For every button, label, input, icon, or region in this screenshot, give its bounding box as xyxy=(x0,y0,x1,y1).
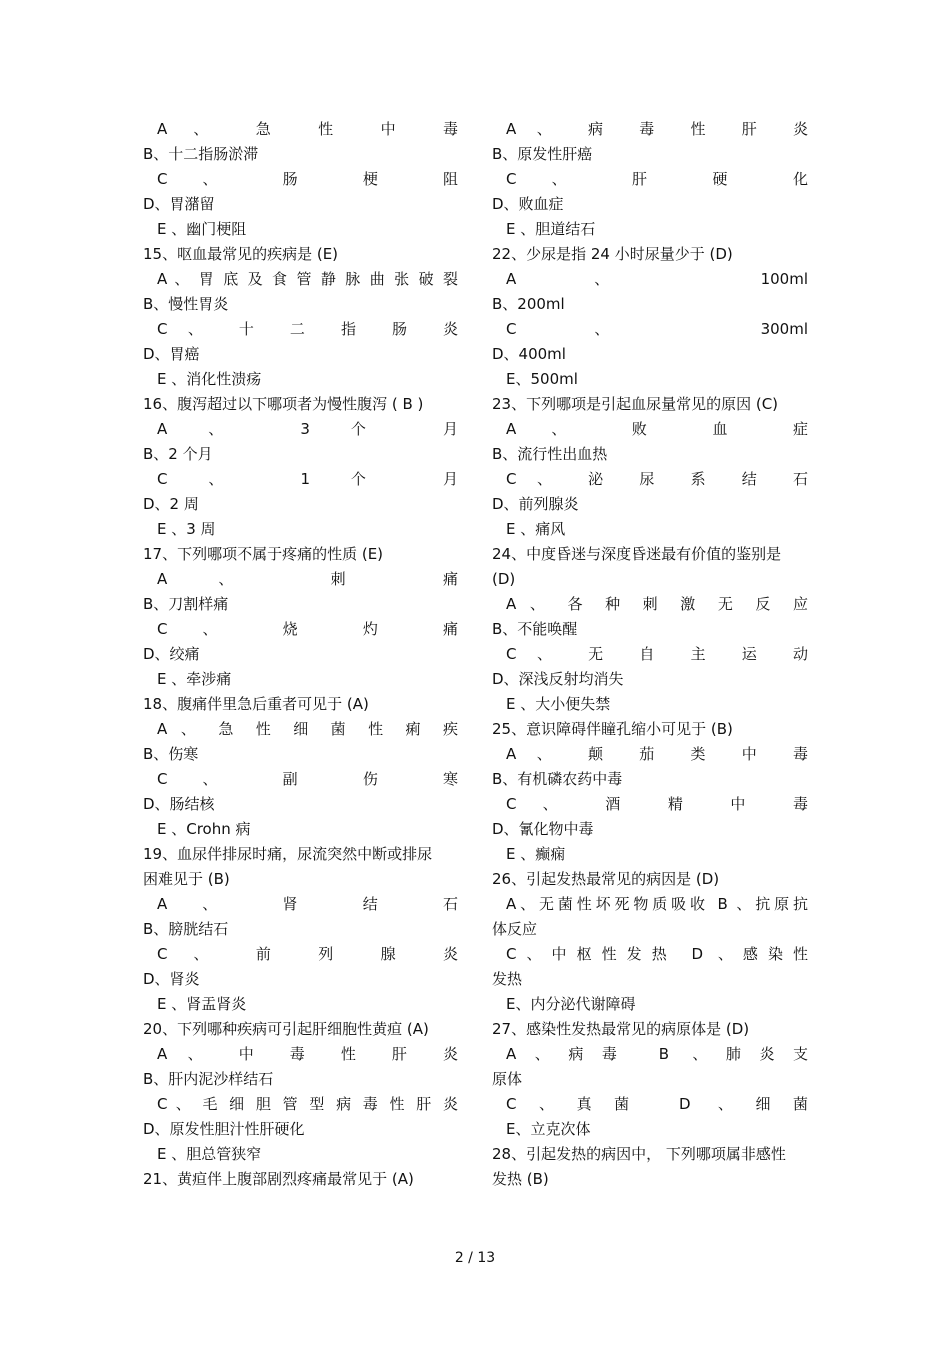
text-line: B、不能唤醒 xyxy=(492,620,578,638)
text-line: 19、血尿伴排尿时痛，尿流突然中断或排尿 xyxy=(143,845,433,863)
text-line: C 、 前 列 腺 炎 xyxy=(157,945,458,963)
text-line: E 、3 周 xyxy=(157,520,216,538)
text-line: A 、 各 种 刺 激 无 反 应 xyxy=(506,595,808,613)
text-line: A 、 中 毒 性 肝 炎 xyxy=(157,1045,458,1063)
text-line: A 、 病 毒 性 肝 炎 xyxy=(506,120,808,138)
text-line: 27、感染性发热最常见的病原体是 (D) xyxy=(492,1020,750,1038)
text-line: 23、下列哪项是引起血尿量常见的原因 (C) xyxy=(492,395,779,413)
text-line: 28、引起发热的病因中， 下列哪项属非感性 xyxy=(492,1145,786,1163)
text-line: D、胃癌 xyxy=(143,345,200,363)
text-line: A 、 急 性 细 菌 性 痢 疾 xyxy=(157,720,458,738)
text-line: E、500ml xyxy=(506,370,578,388)
text-line: A、无菌性坏死物质吸收 B 、抗原抗 xyxy=(506,895,808,913)
text-line: 17、下列哪项不属于疼痛的性质 (E) xyxy=(143,545,384,563)
text-line: C 、 毛 细 胆 管 型 病 毒 性 肝 炎 xyxy=(157,1095,458,1113)
text-line: A 、 肾 结 石 xyxy=(157,895,458,913)
text-line: A 、 颠 茄 类 中 毒 xyxy=(506,745,808,763)
text-line: E 、肾盂肾炎 xyxy=(157,995,247,1013)
text-line: C、中枢性发热 D 、感染性 xyxy=(506,945,808,963)
text-line: D、肾炎 xyxy=(143,970,200,988)
text-line: A 、 败 血 症 xyxy=(506,420,808,438)
text-line: E 、癫痫 xyxy=(506,845,566,863)
text-line: C 、 肠 梗 阻 xyxy=(157,170,458,188)
text-line: D、氰化物中毒 xyxy=(492,820,594,838)
text-line: C 、 十 二 指 肠 炎 xyxy=(157,320,458,338)
text-line: (D) xyxy=(492,570,516,588)
text-line: 25、意识障碍伴瞳孔缩小可见于 (B) xyxy=(492,720,733,738)
text-line: 原体 xyxy=(492,1070,523,1088)
text-line: C 、 1 个 月 xyxy=(157,470,458,488)
text-line: D、400ml xyxy=(492,345,566,363)
text-line: A 、 胃 底 及 食 管 静 脉 曲 张 破 裂 xyxy=(157,270,458,288)
text-line: B、肝内泥沙样结石 xyxy=(143,1070,274,1088)
text-line: D、2 周 xyxy=(143,495,199,513)
text-line: C 、 肝 硬 化 xyxy=(506,170,808,188)
text-line: 24、中度昏迷与深度昏迷最有价值的鉴别是 xyxy=(492,545,782,563)
text-line: D、败血症 xyxy=(492,195,564,213)
text-line: B、刀割样痛 xyxy=(143,595,229,613)
text-line: B、伤寒 xyxy=(143,745,199,763)
text-line: A、病毒 B 、肺炎支 xyxy=(506,1045,808,1063)
text-line: 26、引起发热最常见的病因是 (D) xyxy=(492,870,720,888)
text-line: E 、胆总管狭窄 xyxy=(157,1145,262,1163)
text-line: D、肠结核 xyxy=(143,795,215,813)
text-line: A 、 刺 痛 xyxy=(157,570,458,588)
text-line: C 、 无 自 主 运 动 xyxy=(506,645,808,663)
right-column xyxy=(492,117,808,1192)
text-line: 发热 xyxy=(492,970,523,988)
text-line: D、绞痛 xyxy=(143,645,200,663)
text-line: 体反应 xyxy=(492,920,538,938)
text-line: 发热 (B) xyxy=(492,1170,549,1188)
text-line: 21、黄疸伴上腹部剧烈疼痛最常见于 (A) xyxy=(143,1170,414,1188)
text-line: C 、 副 伤 寒 xyxy=(157,770,458,788)
text-line: B、2 个月 xyxy=(143,445,213,463)
text-line: D、原发性胆汁性肝硬化 xyxy=(143,1120,305,1138)
text-line: D、胃潴留 xyxy=(143,195,215,213)
text-line: B、原发性肝癌 xyxy=(492,145,593,163)
text-line: E 、大小便失禁 xyxy=(506,695,611,713)
text-line: D、前列腺炎 xyxy=(492,495,579,513)
text-line: E 、胆道结石 xyxy=(506,220,596,238)
page-number: 2 / 13 xyxy=(454,1250,496,1266)
text-line: E 、Crohn 病 xyxy=(157,820,251,838)
text-line: C 、 酒 精 中 毒 xyxy=(506,795,808,813)
text-line: 15、呕血最常见的疾病是 (E) xyxy=(143,245,339,263)
text-line: B、慢性胃炎 xyxy=(143,295,229,313)
text-line: D、深浅反射均消失 xyxy=(492,670,624,688)
text-line: E 、消化性溃疡 xyxy=(157,370,262,388)
text-line: C、真菌 D 、细菌 xyxy=(506,1095,808,1113)
text-line: B、膀胱结石 xyxy=(143,920,229,938)
text-line: A 、 100ml xyxy=(506,270,808,288)
text-line: 困难见于 (B) xyxy=(143,870,230,888)
text-line: E、内分泌代谢障碍 xyxy=(506,995,636,1013)
left-column xyxy=(143,117,458,1192)
text-line: A 、 急 性 中 毒 xyxy=(157,120,458,138)
text-line: A 、 3 个 月 xyxy=(157,420,458,438)
text-line: 22、少尿是指 24 小时尿量少于 (D) xyxy=(492,245,733,263)
text-line: B、有机磷农药中毒 xyxy=(492,770,623,788)
text-line: C 、 300ml xyxy=(506,320,808,338)
text-line: E 、痛风 xyxy=(506,520,566,538)
text-line: C 、 泌 尿 系 结 石 xyxy=(506,470,808,488)
text-line: C 、 烧 灼 痛 xyxy=(157,620,458,638)
text-line: B、十二指肠淤滞 xyxy=(143,145,259,163)
text-line: E、立克次体 xyxy=(506,1120,591,1138)
text-line: 16、腹泻超过以下哪项者为慢性腹泻 ( B ) xyxy=(143,395,424,413)
text-line: 20、下列哪种疾病可引起肝细胞性黄疸 (A) xyxy=(143,1020,429,1038)
text-line: 18、腹痛伴里急后重者可见于 (A) xyxy=(143,695,369,713)
text-line: B、流行性出血热 xyxy=(492,445,608,463)
text-line: B、200ml xyxy=(492,295,565,313)
text-line: E 、幽门梗阻 xyxy=(157,220,247,238)
text-line: E 、牵涉痛 xyxy=(157,670,232,688)
